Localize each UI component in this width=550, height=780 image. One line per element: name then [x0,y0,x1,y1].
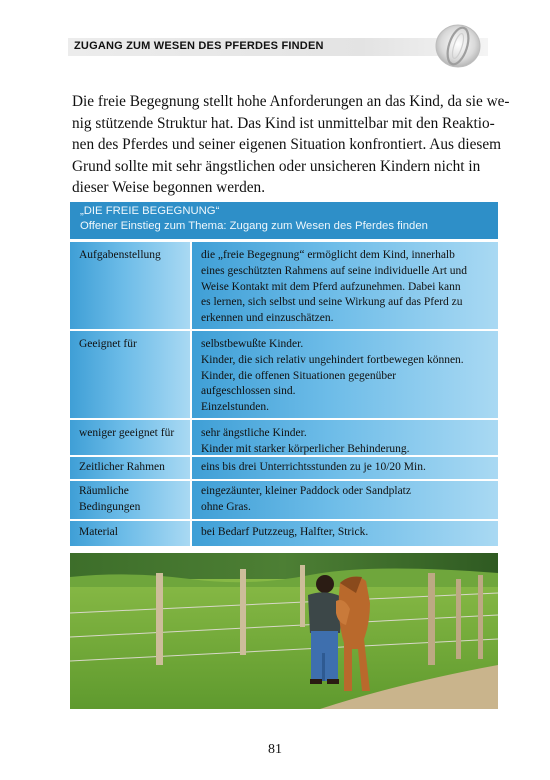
info-row-material [70,521,498,546]
row-label-cell [70,331,190,418]
row-value-line: es lernen, sich selbst und seine Wirkung auf das Pferd zu [201,296,463,309]
row-value-line: erkennen und einzuschätzen. [201,312,334,325]
row-value-cell [192,481,498,519]
row-value-line: aufgeschlossen sind. [201,385,296,398]
row-label: weniger geeignet für [79,427,175,439]
intro-line: Grund sollte mit sehr ängstlichen oder unsicheren Kindern nicht in [72,157,481,175]
row-label: Räumliche [79,485,129,497]
row-label: Bedingungen [79,500,141,513]
row-value-line: eins bis drei Unterrichtsstunden zu je 10/20 Min. [201,461,426,473]
row-value-line: eines geschützten Rahmens auf seine individuelle Art und [201,264,468,277]
info-box-header [70,202,498,239]
row-value-line: die „freie Begegnung“ ermöglicht dem Kind, innerhalb [201,249,455,261]
row-label-cell [70,242,190,329]
info-row-zeitlicher-rahmen [70,457,498,479]
row-value-cell [192,521,498,546]
row-value-line: bei Bedarf Putzzeug, Halfter, Strick. [201,526,369,538]
row-value-cell [192,457,498,479]
row-value-line: Kinder mit starker körperlicher Behinderung. [201,442,410,455]
intro-line: Die freie Begegnung stellt hohe Anforderungen an das Kind, da sie we- [72,93,510,110]
info-row-weniger-geeignet [70,420,498,455]
running-header-title: ZUGANG ZUM WESEN DES PFERDES FINDEN [74,40,324,52]
row-label-cell [70,420,190,455]
row-value-line: Einzelstunden. [201,401,270,414]
page-number: 81 [268,742,282,757]
row-value-line: eingezäunter, kleiner Paddock oder Sandplatz [201,485,411,497]
row-label-cell [70,481,190,519]
info-row-aufgabenstellung [70,242,498,329]
row-label: Geeignet für [79,338,137,350]
intro-line: dieser Weise begonnen werden. [72,179,266,196]
info-box-subtitle: Offener Einstieg zum Thema: Zugang zum Wesen des Pferdes finden [80,220,428,232]
intro-line: nig stützende Struktur hat. Das Kind ist unmittelbar mit den Reaktio- [72,114,495,132]
photo-boy-with-horse [70,553,498,709]
row-value-cell [192,242,498,329]
row-label: Aufgabenstellung [79,249,161,261]
photo-illustration [70,553,498,709]
row-value-line: ohne Gras. [201,500,251,513]
info-box-title: „DIE FREIE BEGEGNUNG“ [80,205,220,217]
row-value-line: Kinder, die sich relativ ungehindert fortbewegen können. [201,353,464,366]
chapter-logo-icon [424,22,488,70]
intro-paragraph [72,91,510,199]
row-label-cell [70,457,190,479]
row-value-line: sehr ängstliche Kinder. [201,427,307,439]
row-value-cell [192,420,498,455]
row-value-line: Kinder, die offenen Situationen gegenüber [201,369,397,382]
row-label-cell [70,521,190,546]
info-row-geeignet [70,331,498,418]
row-label: Zeitlicher Rahmen [79,461,165,473]
info-row-raeumliche-bedingungen [70,481,498,519]
intro-line: nen des Pferdes und seiner eigenen Situation konfrontiert. Aus diesem [72,136,502,153]
row-value-cell [192,331,498,418]
row-label: Material [79,526,118,538]
row-value-line: selbstbewußte Kinder. [201,338,304,350]
row-value-line: Weise Kontakt mit dem Pferd aufzunehmen. Dabei kann [201,280,461,293]
